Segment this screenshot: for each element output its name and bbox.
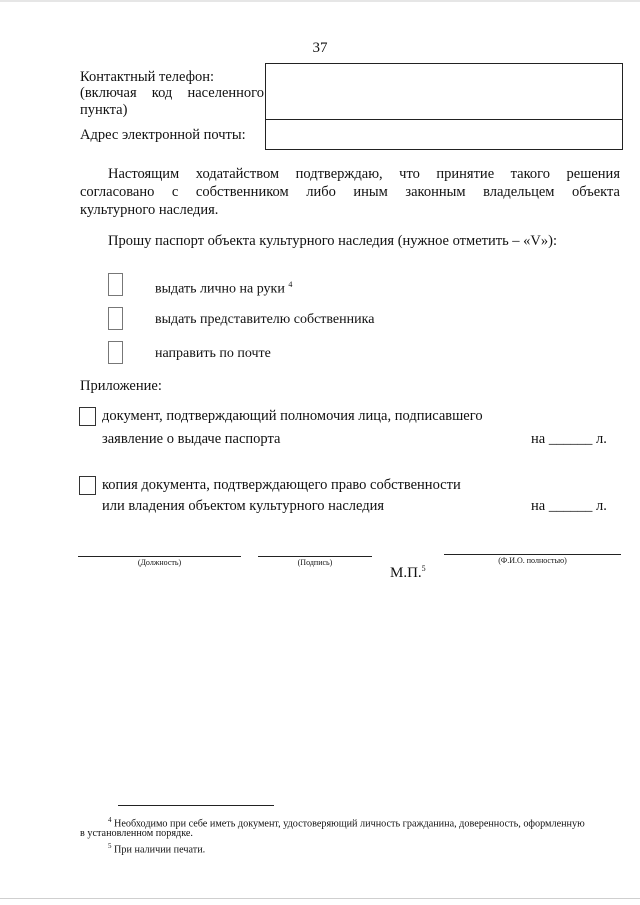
footnote-5 (108, 840, 205, 856)
scan-bottom-edge (0, 898, 640, 899)
option-checkbox-representative[interactable] (108, 307, 123, 330)
footnote-separator (118, 805, 274, 806)
full-name-line[interactable] (444, 554, 621, 555)
footnote-ref-5: 5 (421, 564, 426, 573)
attachments-heading: Приложение: (80, 378, 162, 394)
phone-field[interactable] (265, 63, 623, 121)
option-representative-label: выдать представителю собственника (155, 312, 375, 327)
attachment-authority-line1: документ, подтверждающий полномочия лица, подписавшего (102, 408, 483, 424)
scan-top-edge (0, 0, 640, 2)
footnote-4-text: Необходимо при себе иметь документ, удостоверяющий личность гражданина, доверенность, оформленную (114, 818, 585, 830)
signature-caption: (Подпись) (297, 558, 333, 567)
email-field[interactable] (265, 119, 623, 150)
footnote-4-mark: 4 (108, 816, 112, 824)
confirmation-line3: культурного наследия. (80, 202, 219, 218)
full-name-caption: (Ф.И.О. полностью) (498, 556, 567, 565)
phone-label-line3: пункта) (80, 102, 128, 118)
footnote-4-line2: в установленном порядке. (80, 828, 193, 839)
footnote-5-text: При наличии печати. (114, 844, 206, 856)
attachment-authority-pages (531, 430, 607, 448)
seal-label: М.П. (390, 565, 422, 581)
attachment-ownership-unit: л. (595, 498, 607, 514)
attachment-authority-unit: л. (595, 431, 607, 447)
position-line[interactable] (78, 556, 241, 557)
confirmation-line2: согласовано с собственником либо иным законным владельцем объекта (80, 184, 620, 200)
phone-label-line1: Контактный телефон: (80, 69, 215, 85)
attachment-ownership-pages (531, 497, 607, 515)
attachment-ownership-on: на (531, 498, 546, 514)
attachment-authority-line2: заявление о выдаче паспорта (102, 431, 281, 447)
attachment-ownership-blank: ______ (548, 498, 593, 514)
option-in-person-label: выдать лично на руки (155, 281, 285, 297)
position-caption: (Должность) (137, 558, 182, 567)
confirmation-line1: Настоящим ходатайством подтверждаю, что принятие такого решения (108, 166, 620, 182)
option-checkbox-by-mail[interactable] (108, 341, 123, 364)
request-prompt: Прошу паспорт объекта культурного наследия (нужное отметить – «V»): (108, 233, 558, 249)
option-by-mail-label: направить по почте (155, 346, 271, 361)
footnote-ref-4: 4 (288, 280, 293, 289)
email-label: Адрес электронной почты: (80, 127, 246, 143)
attachment-authority-blank: ______ (548, 431, 593, 447)
attachment-ownership-line1: копия документа, подтверждающего право собственности (102, 477, 461, 493)
attachment-checkbox-ownership[interactable] (79, 476, 96, 495)
phone-label-line2: (включая код населенного (80, 85, 264, 101)
option-checkbox-in-person[interactable] (108, 273, 123, 296)
signature-line[interactable] (258, 556, 372, 557)
attachment-checkbox-authority[interactable] (79, 407, 96, 426)
attachment-authority-on: на (531, 431, 546, 447)
option-in-person (155, 276, 292, 299)
footnote-5-mark: 5 (108, 842, 112, 850)
attachment-ownership-line2: или владения объектом культурного наследия (102, 498, 385, 514)
seal-mark (390, 560, 426, 582)
page-number: 37 (312, 40, 328, 56)
